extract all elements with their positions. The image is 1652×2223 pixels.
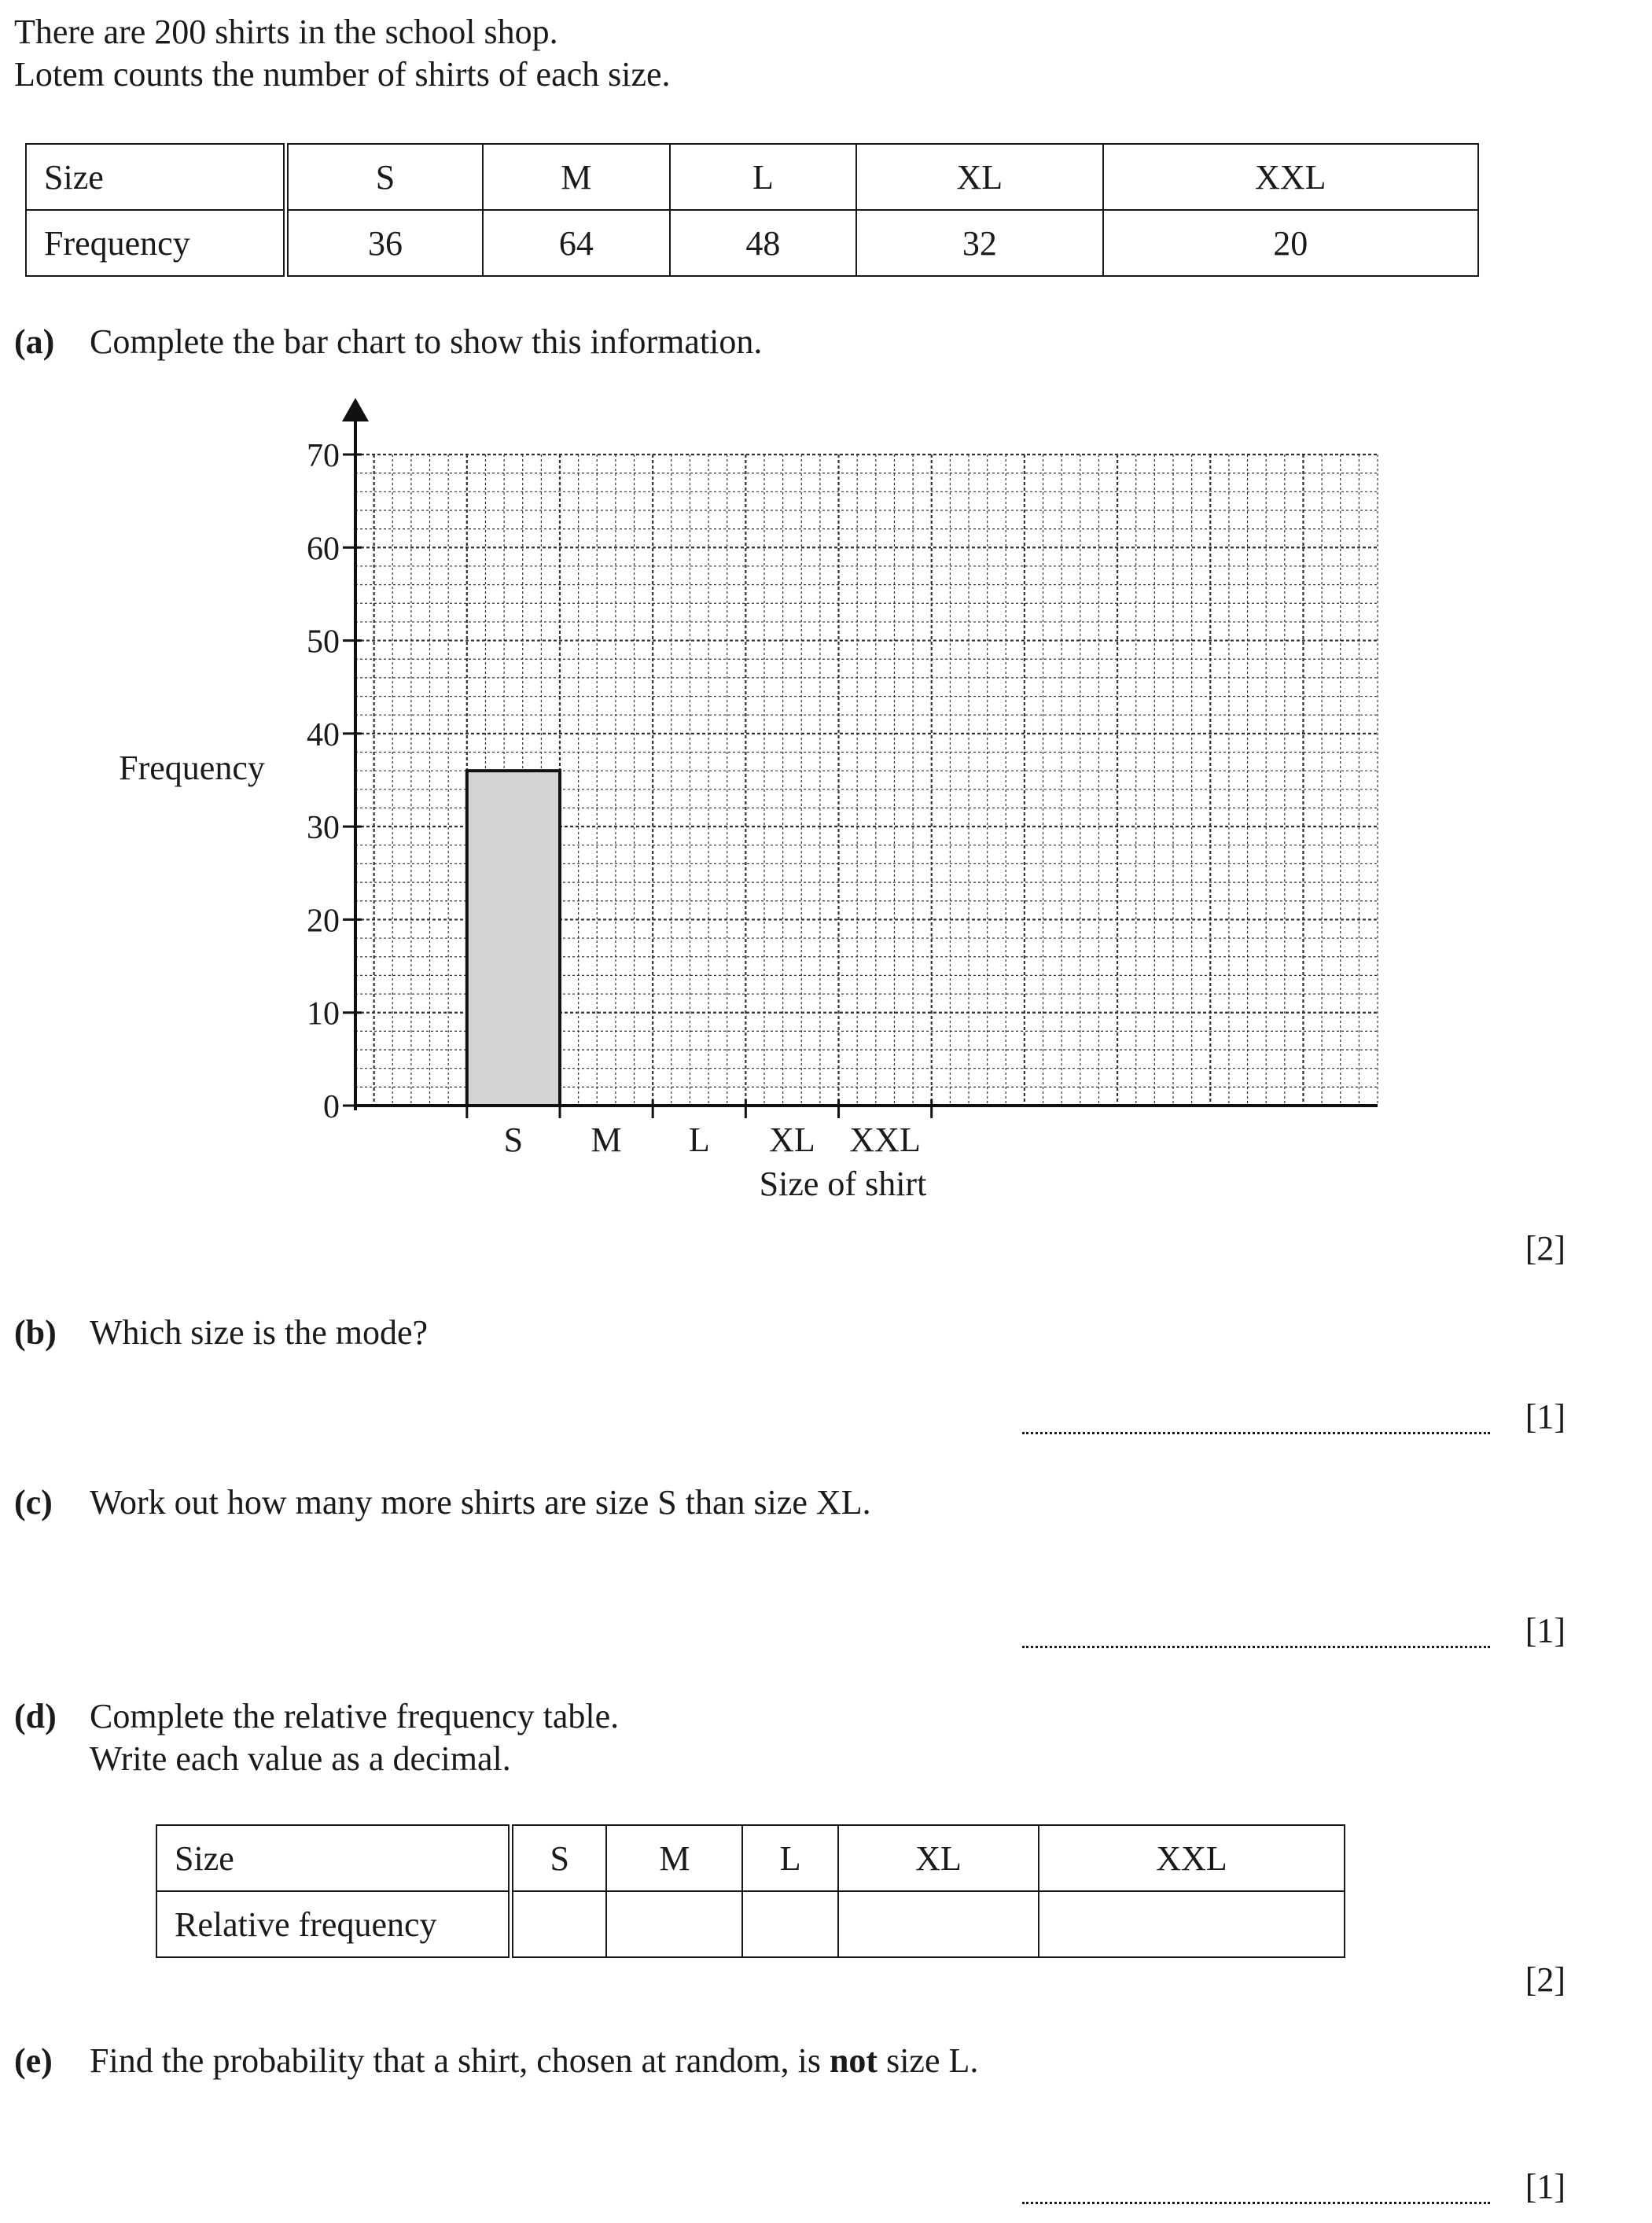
size-cell: XL [856,144,1102,210]
rel-size-cell: XL [838,1825,1039,1891]
frequency-table [25,143,1479,277]
y-tick-label: 70 [307,438,340,474]
rel-frequency-header: Relative frequency [156,1891,511,1957]
size-header: Size [26,144,286,210]
part-b-question [14,1312,428,1354]
part-d-question [14,1695,619,1738]
y-tick-label: 60 [307,531,340,568]
rel-frequency-input-l[interactable] [742,1891,838,1957]
rel-size-cell: M [606,1825,742,1891]
y-axis-title: Frequency [119,749,265,787]
rel-frequency-input-xxl[interactable] [1039,1891,1345,1957]
rel-size-cell: L [742,1825,838,1891]
part-a-text: Complete the bar chart to show this information. [90,322,763,361]
x-tick-label: XXL [849,1121,921,1159]
y-tick-label: 20 [307,903,340,940]
intro-line-1: There are 200 shirts in the school shop. [14,13,558,51]
x-tick-label: XL [769,1121,815,1159]
part-b-text: Which size is the mode? [90,1313,429,1352]
y-tick-label: 10 [307,996,340,1032]
frequency-cell: 20 [1103,210,1479,276]
bar-s [467,771,560,1106]
part-e-marks: [1] [1525,2167,1566,2206]
part-e-text-after: size L. [886,2041,979,2080]
size-cell: S [286,144,484,210]
part-a-question [14,321,762,363]
rel-size-cell: S [511,1825,607,1891]
part-d-marks: [2] [1525,1960,1566,1999]
part-d-text-2: Write each value as a decimal. [90,1739,511,1778]
part-c-text: Work out how many more shirts are size S than size XL. [90,1483,871,1522]
x-axis-title: Size of shirt [759,1165,927,1203]
part-e-label: (e) [14,2041,53,2080]
part-c-answer-line[interactable] [1022,1646,1490,1648]
bar-chart [0,393,1652,1227]
frequency-cell: 48 [670,210,857,276]
chart-bars[interactable] [467,771,560,1106]
part-d-label: (d) [14,1697,57,1735]
x-tick-label: M [591,1121,622,1159]
part-e-question [14,2040,978,2082]
rel-frequency-input-xl[interactable] [838,1891,1039,1957]
y-tick-label: 0 [323,1089,340,1125]
x-tick-label: S [503,1121,524,1159]
x-tick-label: L [688,1121,710,1159]
y-tick-label: 30 [307,810,340,847]
part-c-marks: [1] [1525,1611,1566,1650]
intro-line-2: Lotem counts the number of shirts of each size. [14,55,671,94]
rel-frequency-input-s[interactable] [511,1891,607,1957]
relative-frequency-table [156,1824,1345,1958]
part-d-text-1: Complete the relative frequency table. [90,1697,620,1735]
part-b-marks: [1] [1525,1397,1566,1436]
size-cell: M [483,144,670,210]
frequency-cell: 64 [483,210,670,276]
size-cell: L [670,144,857,210]
part-a-marks: [2] [1525,1229,1566,1268]
size-row [26,144,1478,210]
part-b-label: (b) [14,1313,57,1352]
frequency-row [26,210,1478,276]
part-a-label: (a) [14,322,55,361]
part-e-answer-line[interactable] [1022,2202,1490,2204]
y-tick-label: 50 [307,624,340,661]
frequency-header: Frequency [26,210,286,276]
y-tick-label: 40 [307,716,340,753]
part-e-text-before: Find the probability that a shirt, chosen at random, is [90,2041,821,2080]
rel-size-header: Size [156,1825,511,1891]
part-c-question [14,1481,871,1524]
part-b-answer-line[interactable] [1022,1432,1490,1434]
rel-frequency-row [156,1891,1345,1957]
frequency-cell: 32 [856,210,1102,276]
rel-size-cell: XXL [1039,1825,1345,1891]
rel-size-row [156,1825,1345,1891]
part-c-label: (c) [14,1483,53,1522]
part-e-text-bold: not [829,2041,878,2080]
rel-frequency-input-m[interactable] [606,1891,742,1957]
y-axis-arrow [342,398,369,421]
frequency-cell: 36 [286,210,484,276]
size-cell: XXL [1103,144,1479,210]
